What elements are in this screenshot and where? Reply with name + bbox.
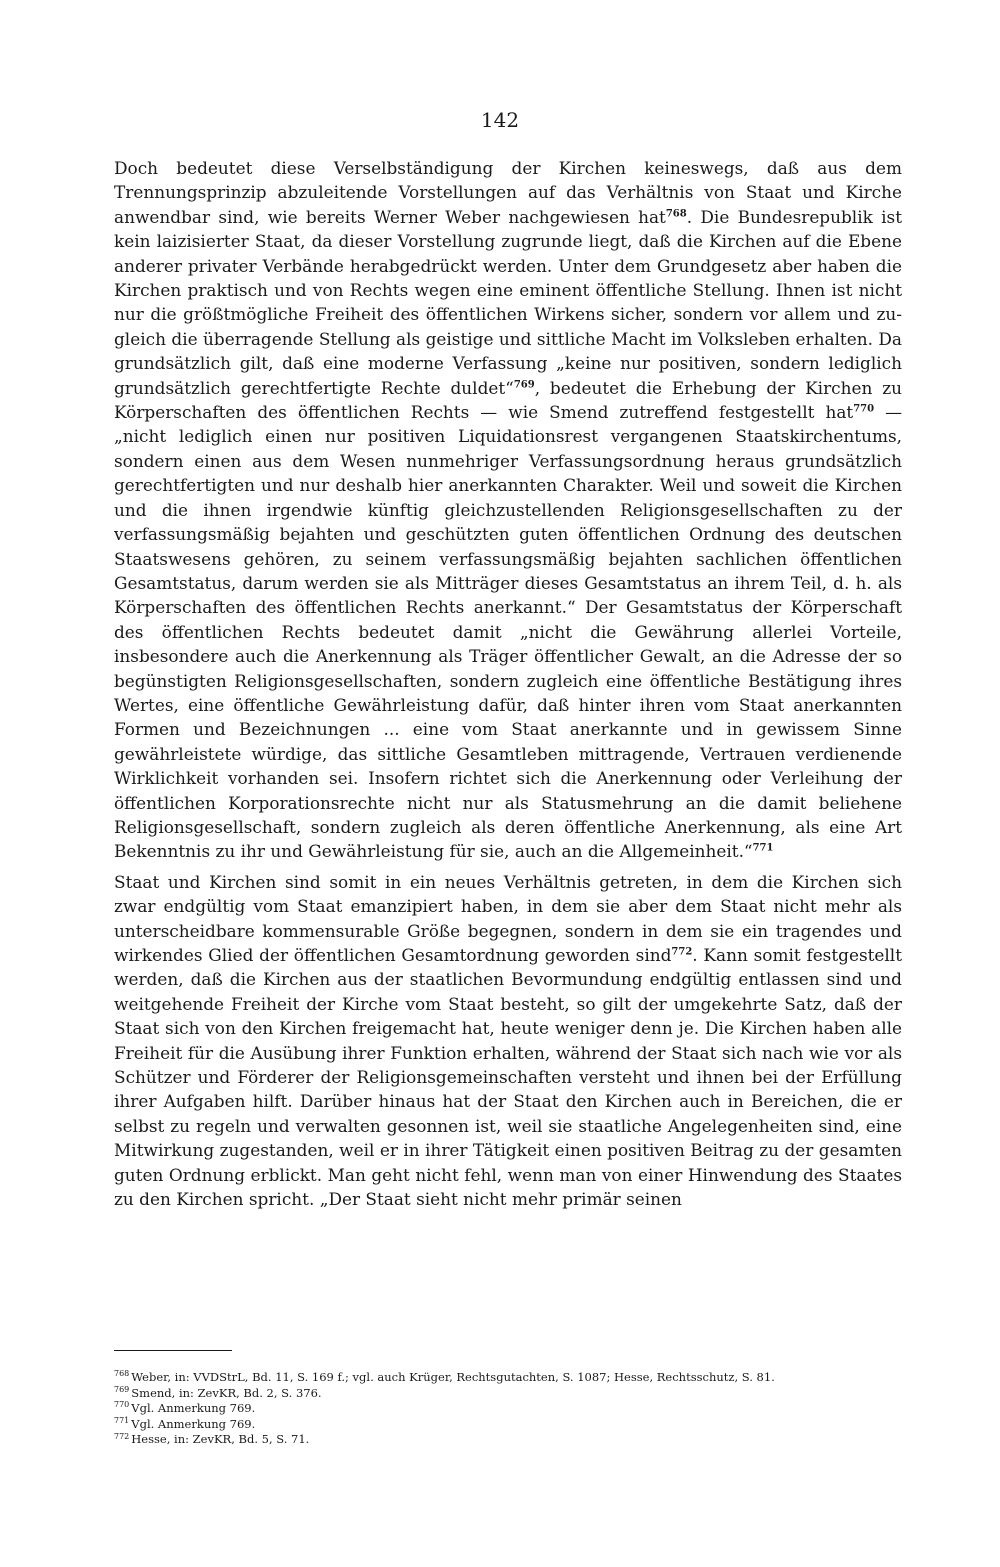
footnote-number: 772 — [114, 1431, 130, 1441]
body-text — [114, 156, 902, 1211]
footnote — [114, 1401, 914, 1417]
footnotes — [114, 1370, 914, 1448]
page-number: 142 — [480, 108, 520, 132]
footnote — [114, 1370, 914, 1386]
text-run: Doch bedeutet diese Verselbständigung der Kirchen keineswegs, daß aus dem Trennungsprinzip abzuleitende Vorstellungen auf das Verhältnis von Staat und Kirche anwendbar sind, wie bereits Werner Weber nachgewiesen hat — [114, 158, 902, 227]
footnote-ref: 770 — [853, 403, 875, 415]
footnote-number: 769 — [114, 1384, 130, 1394]
footnote-ref: 771 — [752, 842, 774, 854]
footnote-text: Smend, in: ZevKR, Bd. 2, S. 376. — [131, 1385, 322, 1400]
footnote-ref: 772 — [671, 946, 693, 958]
footnote-text: Hesse, in: ZevKR, Bd. 5, S. 71. — [131, 1432, 310, 1447]
footnote-text: Vgl. Anmerkung 769. — [131, 1401, 256, 1416]
footnote-number: 771 — [114, 1415, 130, 1425]
paragraph — [114, 156, 902, 864]
text-run: . Kann somit festgestellt werden, daß die Kirchen aus der staatlichen Bevormundung endgültig entlassen sind und weitgehende Freiheit der Kirche vom Staat besteht, so gilt der umgekehrte Satz, daß der Staat sich von den Kirchen freigemacht hat, heute weniger denn je. Die Kirchen haben alle Freiheit für die Ausübung ihrer Funktion erhalten, während der Staat sich nach wie vor als Schützer und Förderer der Religionsgemeinschaften versteht und ihnen bei der Erfüllung ihrer Aufgaben hilft. Darüber hinaus hat der Staat den Kirchen auch in Bereichen, die er selbst zu regeln und verwalten gesonnen ist, weil sie staatliche Angelegenheiten sind, eine Mitwirkung zugestanden, weil er in ihrer Tätigkeit einen positiven Beitrag zu der gesamten guten Ordnung erblickt. Man geht nicht fehl, wenn man von einer Hinwendung des Staates zu den Kirchen spricht. „Der Staat sieht nicht mehr primär seinen — [114, 945, 902, 1210]
footnote — [114, 1432, 914, 1448]
footnote-ref: 768 — [665, 208, 687, 220]
footnote-text: Vgl. Anmerkung 769. — [131, 1416, 256, 1431]
text-run: . Die Bundesrepublik ist kein laizisierter Staat, da dieser Vorstellung zugrunde liegt, daß die Kirchen auf die Ebene anderer privater Verbände herabgedrückt werden. Unter dem Grundgesetz aber haben die Kirchen praktisch und von Rechts wegen eine eminent öffentliche Stellung. Ihnen ist nicht nur die größtmögliche Freiheit des öffentlichen Wirkens sicher, sondern vor allem und zugleich die überragende Stellung als geistige und sittliche Macht im Volksleben erhalten. Da grundsätzlich gilt, daß eine moderne Verfassung „keine nur positiven, sondern lediglich grundsätzlich gerechtfertigte Rechte duldet“ — [114, 206, 902, 398]
text-run: , bedeutet die Erhebung der Kirchen zu Körperschaften des öffentlichen Rechts — wie Smend zutreffend festgestellt hat — [114, 377, 902, 423]
footnote-number: 768 — [114, 1369, 130, 1379]
footnote-text: Weber, in: VVDStrL, Bd. 11, S. 169 f.; vgl. auch Krüger, Rechtsgutachten, S. 1087; Hesse, Rechtsschutz, S. 81. — [131, 1370, 775, 1384]
footnote-separator — [114, 1350, 232, 1351]
footnote-number: 770 — [114, 1400, 130, 1410]
text-run: — „nicht lediglich einen nur positiven Liquidationsrest vergangenen Staatskirchentums, sondern einen aus dem Wesen nunmehriger Verfassungsordnung heraus grundsätzlich gerechtfertigten und nur deshalb hier anerkannten Charakter. Weil und soweit die Kirchen und die ihnen irgendwie künftig gleichzustellenden Religionsgesellschaften zu der verfassungsmäßig bejahten und geschützten guten öffentlichen Ordnung des deutschen Staatswesens gehören, zu seinem verfassungsmäßig bejahten sachlichen öffentlichen Gesamtstatus, darum werden sie als Mitträger dieses Gesamtstatus an ihrem Teil, d. h. als Körperschaften des öffentlichen Rechts anerkannt.“ Der Gesamtstatus der Körperschaft des öffentlichen Rechts bedeutet damit „nicht die Gewährung allerlei Vorteile, insbesondere auch die Anerkennung als Träger öffentlicher Gewalt, an die Adresse der so begünstigten Religionsgesellschaften, sondern zugleich eine öffentliche Bestätigung ihres Wertes, eine öffentliche Gewährleistung dafür, daß hinter ihren vom Staat anerkannten Formen und Bezeichnungen ... eine vom Staat anerkannte und in gewissem Sinne gewährleistete würdige, das sittliche Gesamtleben mittragende, Vertrauen verdienende Wirklichkeit vorhanden sei. Insofern richtet sich die Anerkennung oder Verleihung der öffentlichen Korporationsrechte nicht nur als Statusmehrung an die damit beliehene Religionsgesellschaft, sondern zugleich als deren öffentliche Anerkennung, als eine Art Bekenntnis zu ihr und Gewährleistung für sie, auch an die Allgemeinheit.“ — [114, 402, 903, 862]
footnote-ref: 769 — [513, 379, 535, 391]
footnote — [114, 1386, 914, 1402]
paragraph — [114, 870, 902, 1212]
footnote — [114, 1417, 914, 1433]
text-run: Staat und Kirchen sind somit in ein neues Verhältnis getreten, in dem die Kirchen sich zwar endgültig vom Staat emanzipiert haben, in dem sie aber dem Staat nicht mehr als unterscheidbare kommensurable Größe begegnen, sondern in dem sie ein tragendes und wirkendes Glied der öffentlichen Gesamtordnung geworden sind — [114, 871, 902, 965]
